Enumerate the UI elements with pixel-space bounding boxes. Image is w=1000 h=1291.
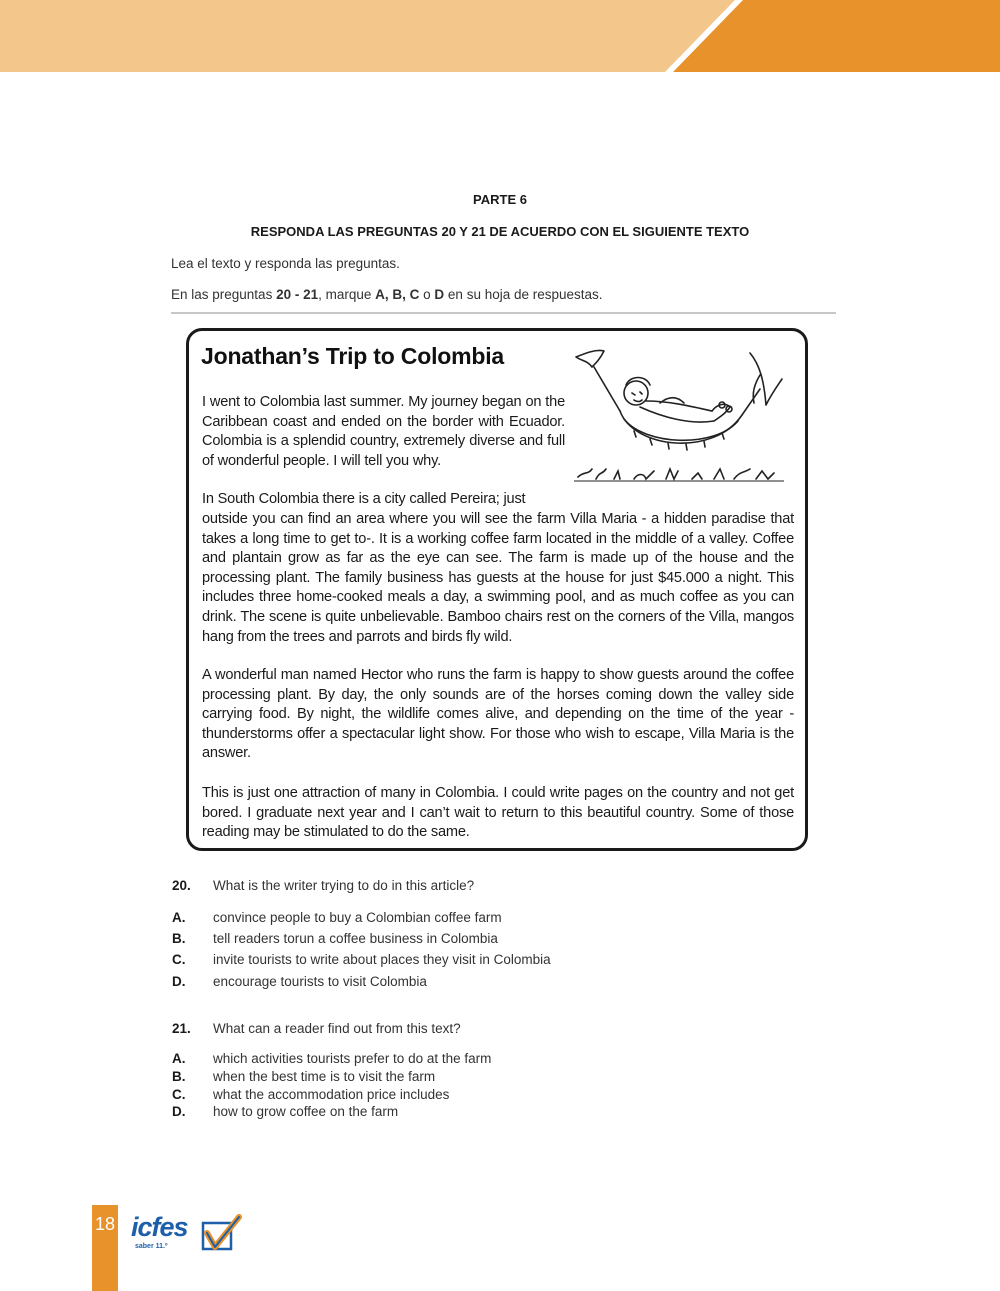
option-letter: A.	[172, 910, 186, 925]
option-letter: B.	[172, 931, 186, 946]
option-letter: D.	[172, 1104, 186, 1119]
option-text: what the accommodation price includes	[213, 1087, 450, 1102]
option-text: convince people to buy a Colombian coffee farm	[213, 910, 502, 925]
page-number: 18	[94, 1214, 116, 1234]
section-subtitle: RESPONDA LAS PREGUNTAS 20 Y 21 DE ACUERDO CON EL SIGUIENTE TEXTO	[250, 224, 750, 239]
instruction-read: Lea el texto y responda las preguntas.	[171, 256, 400, 271]
option-letter: C.	[172, 952, 186, 967]
option-text: invite tourists to write about places they visit in Colombia	[213, 952, 551, 967]
paragraph-hector: A wonderful man named Hector who runs the farm is happy to show guests around the coffee processing plant. By day, the only sounds are of the horses coming down the valley side carrying food. By night, the wildlife comes alive, and depending on the time of the year - thunderstorms offer a spectacular light show. For those who wish to escape, Villa Maria is the answer.	[202, 667, 794, 762]
option-letter: D.	[172, 974, 186, 989]
option-text: when the best time is to visit the farm	[213, 1069, 436, 1084]
header-banner	[0, 0, 1000, 72]
part-title: PARTE 6	[473, 192, 527, 207]
option-text: encourage tourists to visit Colombia	[213, 974, 427, 989]
paragraph-intro: I went to Colombia last summer. My journey began on the Caribbean coast and ended on the border with Ecuador. Colombia is a splendid country, extremely diverse and full of wonderful people. I will tell you why.	[202, 394, 565, 469]
paragraph-pereira-start: In South Colombia there is a city called Pereira; just	[202, 491, 526, 507]
option-letter: A.	[172, 1051, 186, 1066]
paragraph-closing: This is just one attraction of many in Colombia. I could write pages on the country and not get bored. I graduate next year and I can’t wait to return to this beautiful country. Some of those reading may be stimulated to do the same.	[202, 785, 794, 841]
paragraph-pereira: outside you can find an area where you will see the farm Villa Maria - a hidden paradise that takes a long time to get to-. It is a working coffee farm located in the middle of a valley. Coffee and plantain grow as far as the eye can see. The farm is made up of the house and the processing plant. The family business has guests at the house for just $45.000 a night. This includes three home-cooked meals a day, a swimming pool, and as much coffee as you can drink. The scene is quite unbelievable. Bamboo chairs rest on the corners of the Villa, mangos hang from the trees and parrots and birds fly wild.	[202, 511, 794, 645]
option-letter: C.	[172, 1087, 186, 1102]
question-text: What can a reader find out from this text?	[213, 1021, 461, 1036]
icfes-logo-subtitle: saber 11.º	[135, 1243, 168, 1250]
instruction-mark: En las preguntas 20 - 21, marque A, B, C o D en su hoja de respuestas.	[171, 287, 603, 302]
divider	[171, 312, 836, 314]
option-text: tell readers torun a coffee business in Colombia	[213, 931, 498, 946]
hammock-illustration	[574, 345, 784, 493]
option-text: how to grow coffee on the farm	[213, 1104, 399, 1119]
option-text: which activities tourists prefer to do at the farm	[213, 1051, 492, 1066]
question-number: 21.	[172, 1021, 191, 1036]
icfes-logo-text: icfes	[131, 1212, 188, 1242]
option-letter: B.	[172, 1069, 186, 1084]
question-number: 20.	[172, 878, 191, 893]
question-text: What is the writer trying to do in this article?	[213, 878, 475, 893]
reading-title: Jonathan’s Trip to Colombia	[201, 343, 504, 369]
